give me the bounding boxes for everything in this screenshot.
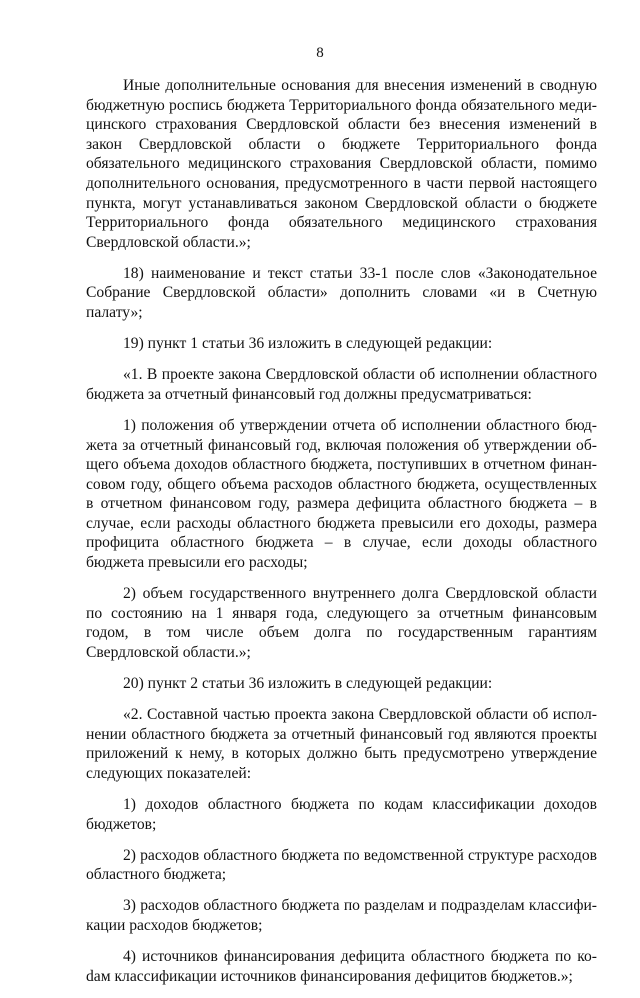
paragraph-indicator-3-expenses-sections: 3) расходов областного бюджета по разделам и подразделам классификации расходов бюджетов; (86, 897, 597, 934)
page-number: 8 (316, 45, 324, 61)
paragraph-indicator-2-expenses-departmental: 2) расходов областного бюджета по ведомственной структуре расходов областного бюджета; (86, 846, 597, 884)
paragraph-article-36-point-2: «2. Составной частью проекта закона Свердловской области об исполнении областного бюджета за отчетный финансовый год являются проекты приложений к нему, в которых должно быть предусмотрено утверждение следующих показателей: (86, 706, 597, 782)
paragraph-indicator-4-deficit-sources: 4) источников финансирования дефицита областного бюджета по коdам классификации источников финансирования дефицитов бюджетов.»; (86, 948, 597, 985)
paragraph-item-19: 19) пункт 1 статьи 36 изложить в следующей редакции: (123, 335, 493, 353)
paragraph-indicator-1-revenues: 1) доходов областного бюджета по кодам классификации доходов бюджетов; (86, 796, 597, 833)
paragraph-additional-grounds: Иные дополнительные основания для внесения изменений в сводную бюджетную роспись бюджета Территориального фонда обязательного медицинского страхования Свердловской области без внесения изменений в закон Свердловской области о бюджете Территориального фонда обязательного медицинского страхования Свердловской области, помимо дополнительного основания, предусмотренного в части первой настоящего пункта, могут устанавливаться законом Свердловской области о бюджете Территориального фонда обязательного медицинского страхования Свердловской области.»; (86, 77, 597, 251)
document-body (86, 76, 597, 998)
paragraph-article-36-point-1: «1. В проекте закона Свердловской области об исполнении областного бюджета за отчетный финансовый год должны предусматриваться: (86, 366, 597, 403)
paragraph-subitem-1-report: 1) положения об утверждении отчета об исполнении областного бюджета за отчетный финансовый год, включая положения об утверждении общего объема доходов областного бюджета, поступивших в отчетном финансовом году, общего объема расходов областного бюджета, осуществленных в отчетном финансовом году, размера дефицита областного бюджета – в случае, если расходы областного бюджета превысили его доходы, размера профицита областного бюджета – в случае, если доходы областного бюджета превысили его расходы; (86, 416, 597, 572)
paragraph-item-20: 20) пункт 2 статьи 36 изложить в следующей редакции: (123, 675, 493, 693)
paragraph-item-18: 18) наименование и текст статьи 33-1 после слов «Законодательное Собрание Свердловской области» дополнить словами «и в Счетную палату»; (86, 264, 597, 322)
paragraph-subitem-2-debt: 2) объем государственного внутреннего долга Свердловской области по состоянию на 1 января года, следующего за отчетным финансовым годом, в том числе объем долга по государственным гарантиям Свердловской области.»; (86, 585, 597, 661)
